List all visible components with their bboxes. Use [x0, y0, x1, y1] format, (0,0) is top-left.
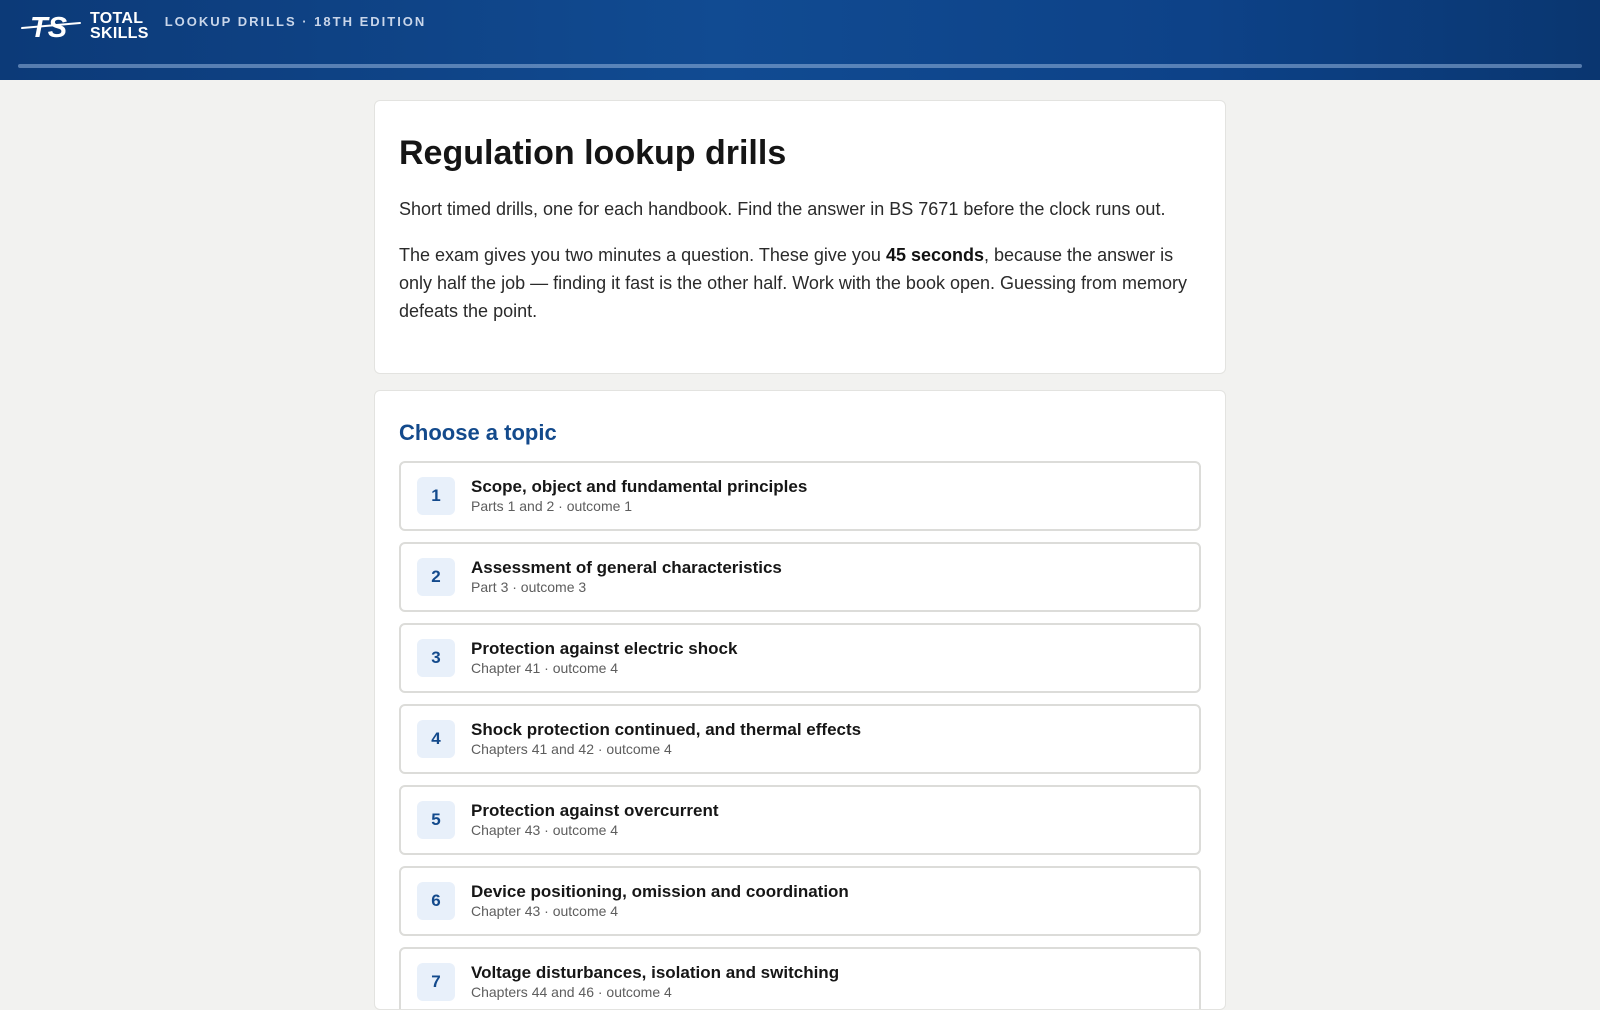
- total-skills-logo-icon: [20, 10, 82, 42]
- site-header: [0, 0, 1600, 80]
- logo-wordmark: [90, 11, 149, 41]
- topic-subtitle: Chapters 41 and 42 · outcome 4: [471, 741, 672, 757]
- topic-item[interactable]: [399, 704, 1201, 774]
- topic-title: Device positioning, omission and coordination: [471, 882, 849, 901]
- topic-item[interactable]: [399, 866, 1201, 936]
- topic-subtitle: Part 3 · outcome 3: [471, 579, 587, 595]
- intro-paragraph-2-end: , because the answer is only half the job — finding it fast is the other half. Work with the book open. Guessing from memory defeats the point.: [399, 245, 1188, 321]
- topic-item[interactable]: [399, 461, 1201, 531]
- page-title: Regulation lookup drills: [399, 134, 787, 172]
- topic-number-badge: 2: [417, 558, 455, 596]
- topic-number-badge: 6: [417, 882, 455, 920]
- topic-title: Protection against electric shock: [471, 639, 738, 658]
- time-limit-highlight: 45 seconds: [885, 245, 984, 265]
- topic-title: Shock protection continued, and thermal effects: [471, 720, 862, 739]
- topics-card: [374, 390, 1226, 1010]
- topic-subtitle: Chapter 41 · outcome 4: [471, 660, 619, 676]
- topic-title: Voltage disturbances, isolation and switching: [471, 963, 840, 982]
- topic-text: [471, 962, 839, 1002]
- intro-paragraph-1: Short timed drills, one for each handbook. Find the answer in BS 7671 before the clock runs out.: [399, 199, 1166, 219]
- intro-card: [374, 100, 1226, 374]
- brand[interactable]: [20, 10, 426, 42]
- topic-subtitle: Chapter 43 · outcome 4: [471, 822, 619, 838]
- topic-text: [471, 476, 807, 516]
- topic-number-badge: 1: [417, 477, 455, 515]
- topic-title: Protection against overcurrent: [471, 801, 719, 820]
- main-content: [374, 100, 1226, 1010]
- logo-line-1: TOTAL: [90, 10, 144, 27]
- edition-label: LOOKUP DRILLS · 18TH EDITION: [164, 13, 427, 29]
- topic-item[interactable]: [399, 623, 1201, 693]
- topic-item[interactable]: [399, 542, 1201, 612]
- topic-subtitle: Parts 1 and 2 · outcome 1: [471, 498, 633, 514]
- logo-line-2: SKILLS: [90, 25, 149, 42]
- topics-heading: Choose a topic: [399, 420, 557, 445]
- topic-item[interactable]: [399, 785, 1201, 855]
- logo-mark-text: TS: [30, 12, 68, 42]
- topic-text: [471, 638, 737, 678]
- topic-text: [471, 719, 861, 759]
- topic-text: [471, 800, 719, 840]
- topic-number-badge: 4: [417, 720, 455, 758]
- topic-text: [471, 557, 782, 597]
- topic-number-badge: 3: [417, 639, 455, 677]
- intro-paragraph-2: [399, 241, 1201, 325]
- topic-title: Assessment of general characteristics: [471, 558, 782, 577]
- topic-item[interactable]: [399, 947, 1201, 1010]
- topic-number-badge: 7: [417, 963, 455, 1001]
- topic-subtitle: Chapter 43 · outcome 4: [471, 903, 619, 919]
- header-divider: [18, 64, 1582, 68]
- topic-text: [471, 881, 849, 921]
- topic-subtitle: Chapters 44 and 46 · outcome 4: [471, 984, 672, 1000]
- topic-title: Scope, object and fundamental principles: [471, 477, 808, 496]
- topic-number-badge: 5: [417, 801, 455, 839]
- intro-paragraph-2-start: The exam gives you two minutes a question. These give you: [399, 245, 886, 265]
